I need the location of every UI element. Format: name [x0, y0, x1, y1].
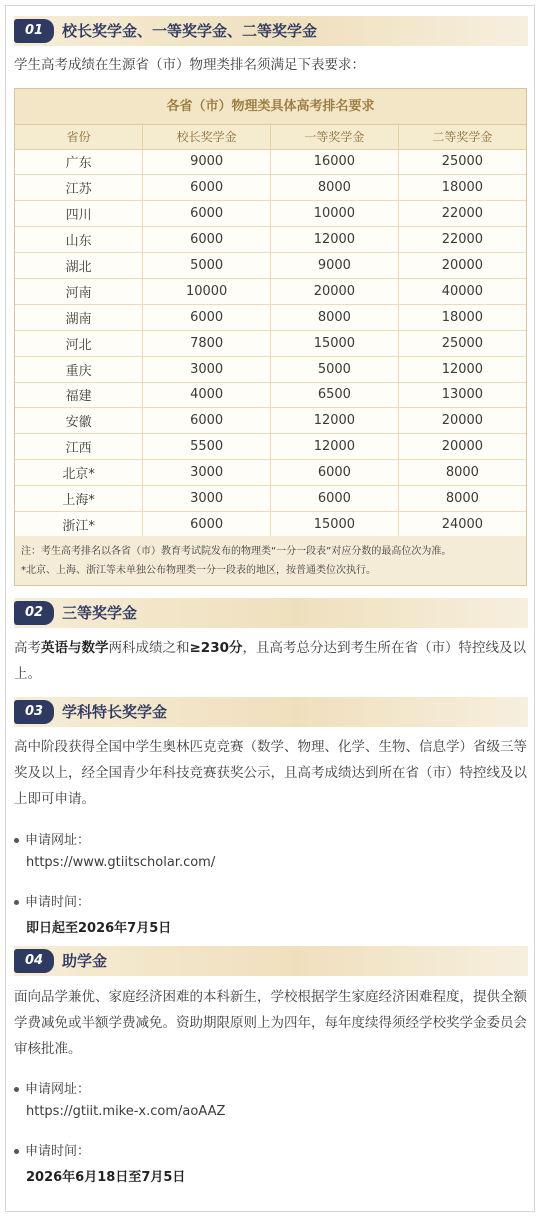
rank-cell: 13000 — [398, 382, 526, 408]
text: 高考 — [14, 640, 41, 656]
province-cell: 重庆 — [15, 356, 143, 382]
rank-cell: 12000 — [271, 408, 399, 434]
rank-cell: 20000 — [271, 278, 399, 304]
rank-cell: 20000 — [398, 408, 526, 434]
label-text: 申请网址： — [25, 833, 91, 848]
rank-cell: 15000 — [271, 511, 399, 537]
column-header: 省份 — [15, 125, 143, 149]
application-time: 即日起至2026年7月5日 — [26, 921, 172, 936]
table-row — [15, 330, 526, 356]
rank-cell: 18000 — [398, 175, 526, 201]
table-row — [15, 382, 526, 408]
rank-cell: 40000 — [398, 278, 526, 304]
rank-cell: 5000 — [271, 356, 399, 382]
province-cell: 江苏 — [15, 175, 143, 201]
table-row — [15, 304, 526, 330]
rank-cell: 6000 — [143, 175, 271, 201]
bullet-url-label — [14, 829, 90, 848]
province-cell: 山东 — [15, 227, 143, 253]
section-body: 面向品学兼优、家庭经济困难的本科新生，学校根据学生家庭经济困难程度，提供全额学费减免或半额学费减免。资助期限原则上为四年，每年度续得须经学校奖学金委员会审核批准。 — [14, 989, 527, 1057]
rank-cell: 6000 — [143, 201, 271, 227]
table-title: 各省（市）物理类具体高考排名要求 — [15, 89, 526, 125]
rank-cell: 12000 — [398, 356, 526, 382]
application-url-link[interactable]: https://www.gtiitscholar.com/ — [26, 855, 216, 870]
column-header: 一等奖学金 — [271, 125, 399, 149]
bullet-time-label — [14, 891, 90, 910]
label-text: 申请时间： — [25, 895, 91, 910]
table-row — [15, 175, 526, 201]
text: 两科成绩之和 — [108, 640, 190, 656]
table-row — [15, 356, 526, 382]
province-cell: 浙江* — [15, 511, 143, 537]
rank-cell: 25000 — [398, 149, 526, 175]
province-cell: 安徽 — [15, 408, 143, 434]
rank-cell: 12000 — [271, 227, 399, 253]
table-row — [15, 253, 526, 279]
rank-cell: 22000 — [398, 227, 526, 253]
province-cell: 湖北 — [15, 253, 143, 279]
application-url-link[interactable]: https://gtiit.mike-x.com/aoAAZ — [26, 1104, 226, 1119]
label-text: 申请时间： — [25, 1144, 91, 1159]
section-header-03 — [14, 697, 528, 727]
province-cell: 北京* — [15, 460, 143, 486]
bullet-dot-icon — [14, 838, 19, 843]
rank-cell: 22000 — [398, 201, 526, 227]
rank-cell: 8000 — [271, 304, 399, 330]
bullet-dot-icon — [14, 900, 19, 905]
section-title: 校长奖学金、一等奖学金、二等奖学金 — [62, 22, 318, 40]
province-cell: 河南 — [15, 278, 143, 304]
table-row — [15, 149, 526, 175]
section-number-badge: 02 — [14, 601, 54, 625]
bullet-dot-icon — [14, 1149, 19, 1154]
section-body: 高中阶段获得全国中学生奥林匹克竞赛（数学、物理、化学、生物、信息学）省级三等奖及以上，经全国青少年科技竞赛获奖公示，且高考成绩达到所在省（市）特控线及以上即可申请。 — [14, 739, 527, 807]
province-cell: 湖南 — [15, 304, 143, 330]
table-row — [15, 460, 526, 486]
table-row — [15, 434, 526, 460]
rank-cell: 20000 — [398, 434, 526, 460]
rank-cell: 6000 — [143, 511, 271, 537]
province-cell: 福建 — [15, 382, 143, 408]
table-note — [14, 536, 527, 586]
application-time: 2026年6月18日至7月5日 — [26, 1170, 186, 1185]
province-cell: 广东 — [15, 149, 143, 175]
province-cell: 河北 — [15, 330, 143, 356]
rank-cell: 3000 — [143, 460, 271, 486]
rank-cell: 10000 — [271, 201, 399, 227]
rank-cell: 4000 — [143, 382, 271, 408]
rank-cell: 15000 — [271, 330, 399, 356]
rank-cell: 6000 — [143, 304, 271, 330]
text: ，且高考总分达到考生所在省（市）特控线及以上。 — [14, 640, 526, 682]
column-header: 二等奖学金 — [398, 125, 526, 149]
rank-cell: 25000 — [398, 330, 526, 356]
table-row — [15, 408, 526, 434]
rank-cell: 6000 — [271, 486, 399, 512]
rank-cell: 8000 — [271, 175, 399, 201]
province-cell: 四川 — [15, 201, 143, 227]
section-title: 三等奖学金 — [62, 604, 138, 622]
rank-cell: 18000 — [398, 304, 526, 330]
rank-cell: 10000 — [143, 278, 271, 304]
note-line: *北京、上海、浙江等未单独公布物理类一分一段表的地区，按普通类位次执行。 — [21, 565, 376, 576]
section-number-badge: 03 — [14, 700, 54, 724]
bullet-url-label — [14, 1078, 90, 1097]
rank-cell: 6000 — [271, 460, 399, 486]
section-header-01 — [14, 16, 528, 46]
section-number-badge: 01 — [14, 19, 54, 43]
highlight-text: ≥230分 — [189, 640, 243, 656]
section-header-04 — [14, 946, 528, 976]
column-header: 校长奖学金 — [143, 125, 271, 149]
rank-cell: 3000 — [143, 486, 271, 512]
province-cell: 上海* — [15, 486, 143, 512]
section-header-02 — [14, 598, 528, 628]
rank-cell: 3000 — [143, 356, 271, 382]
table-header-row — [15, 125, 526, 149]
rank-cell: 6500 — [271, 382, 399, 408]
rank-cell: 24000 — [398, 511, 526, 537]
table-row — [15, 201, 526, 227]
section-intro: 学生高考成绩在生源省（市）物理类排名须满足下表要求： — [14, 57, 365, 73]
rank-cell: 16000 — [271, 149, 399, 175]
section-body — [14, 635, 528, 687]
rank-cell: 7800 — [143, 330, 271, 356]
rank-cell: 6000 — [143, 227, 271, 253]
table-row — [15, 227, 526, 253]
table-row — [15, 486, 526, 512]
rank-cell: 8000 — [398, 460, 526, 486]
rank-cell: 9000 — [143, 149, 271, 175]
section-number-badge: 04 — [14, 949, 54, 973]
table-row — [15, 278, 526, 304]
bullet-time-label — [14, 1140, 90, 1159]
note-line: 注：考生高考排名以各省（市）教育考试院发布的物理类“一分一段表”对应分数的最高位次为准。 — [21, 546, 452, 557]
ranking-table — [14, 88, 527, 539]
bullet-dot-icon — [14, 1087, 19, 1092]
rank-cell: 8000 — [398, 486, 526, 512]
section-title: 学科特长奖学金 — [62, 703, 168, 721]
rank-cell: 5500 — [143, 434, 271, 460]
section-title: 助学金 — [62, 952, 108, 970]
rank-cell: 9000 — [271, 253, 399, 279]
rank-cell: 12000 — [271, 434, 399, 460]
rank-cell: 20000 — [398, 253, 526, 279]
rank-cell: 6000 — [143, 408, 271, 434]
rank-cell: 5000 — [143, 253, 271, 279]
table-row — [15, 511, 526, 537]
highlight-text: 英语与数学 — [41, 640, 109, 656]
label-text: 申请网址： — [25, 1082, 91, 1097]
province-cell: 江西 — [15, 434, 143, 460]
